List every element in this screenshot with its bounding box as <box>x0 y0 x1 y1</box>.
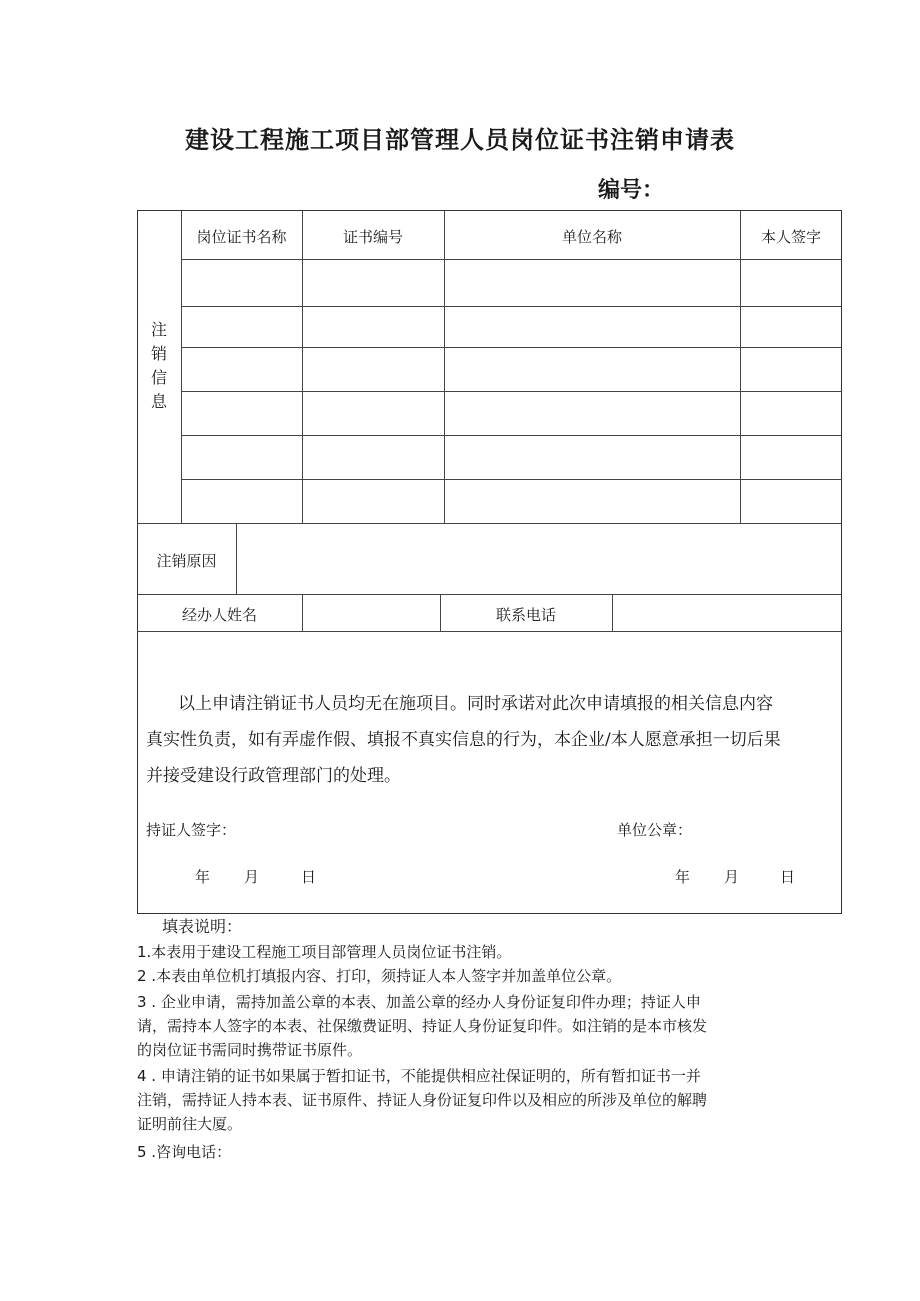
cancellation-reason-label: 注销原因 <box>156 552 217 570</box>
note-item-1 <box>137 940 797 964</box>
notes-heading: 填表说明： <box>162 917 243 936</box>
holder-date-year: 年 <box>195 868 211 886</box>
entry-cell[interactable] <box>303 480 443 522</box>
header-certificate-number: 证书编号 <box>342 228 403 246</box>
statement-line: 真实性负责，如有弄虚作假、填报不真实信息的行为，本企业/本人愿意承担一切后果 <box>146 730 781 750</box>
entry-cell[interactable] <box>445 436 739 478</box>
section-label-char: 息 <box>150 392 167 411</box>
entry-cell[interactable] <box>303 260 443 305</box>
entry-cell[interactable] <box>182 307 301 346</box>
contact-phone-field[interactable] <box>613 595 841 630</box>
entry-cell[interactable] <box>303 348 443 390</box>
note-item-4 <box>137 1064 797 1136</box>
form-title: 建设工程施工项目部管理人员岗位证书注销申请表 <box>185 126 735 154</box>
entry-cell[interactable] <box>741 348 841 390</box>
unit-seal-label: 单位公章： <box>617 821 693 839</box>
note-item-5 <box>137 1140 797 1164</box>
note-line: 2 .本表由单位机打填报内容、打印，须持证人本人签字并加盖单位公章。 <box>137 967 622 985</box>
note-line: 4 . 申请注销的证书如果属于暂扣证书，不能提供相应社保证明的，所有暂扣证书一并 <box>137 1067 701 1085</box>
section-label-char: 注 <box>150 320 167 339</box>
entry-cell[interactable] <box>303 392 443 434</box>
entry-cell[interactable] <box>445 348 739 390</box>
entry-cell[interactable] <box>741 392 841 434</box>
contact-phone-label: 联系电话 <box>495 606 556 624</box>
note-line: 1.本表用于建设工程施工项目部管理人员岗位证书注销。 <box>137 943 512 961</box>
entry-cell[interactable] <box>741 260 841 305</box>
entry-cell[interactable] <box>182 436 301 478</box>
entry-cell[interactable] <box>741 436 841 478</box>
commitment-statement <box>146 686 836 794</box>
entry-cell[interactable] <box>741 307 841 346</box>
header-certificate-name: 岗位证书名称 <box>196 228 287 246</box>
handler-name-label: 经办人姓名 <box>181 606 257 624</box>
note-line: 请，需持本人签字的本表、社保缴费证明、持证人身份证复印件。如注销的是本市核发 <box>137 1017 708 1035</box>
cancellation-reason-field[interactable] <box>237 524 841 593</box>
note-line: 3 . 企业申请，需持加盖公章的本表、加盖公章的经办人身份证复印件办理；持证人申 <box>137 993 701 1011</box>
seal-date-month: 月 <box>724 868 740 886</box>
statement-line: 以上申请注销证书人员均无在施项目。同时承诺对此次申请填报的相关信息内容 <box>178 694 773 714</box>
cancellation-info-section-label <box>137 318 181 414</box>
note-line: 5 .咨询电话： <box>137 1143 232 1161</box>
note-item-3 <box>137 990 797 1062</box>
entry-cell[interactable] <box>445 392 739 434</box>
serial-number-label: 编号： <box>598 178 665 203</box>
entry-cell[interactable] <box>445 480 739 522</box>
entry-cell[interactable] <box>303 307 443 346</box>
section-label-char: 销 <box>150 344 167 363</box>
entry-cell[interactable] <box>182 348 301 390</box>
holder-signature-label: 持证人签字： <box>146 821 237 839</box>
entry-cell[interactable] <box>741 480 841 522</box>
header-unit-name: 单位名称 <box>561 228 622 246</box>
handler-name-field[interactable] <box>303 595 440 630</box>
section-label-char: 信 <box>150 368 167 387</box>
header-signature: 本人签字 <box>760 228 821 246</box>
entry-cell[interactable] <box>303 436 443 478</box>
note-line: 注销，需持证人持本表、证书原件、持证人身份证复印件以及相应的所涉及单位的解聘 <box>137 1091 708 1109</box>
note-line: 的岗位证书需同时携带证书原件。 <box>137 1041 363 1059</box>
note-item-2 <box>137 964 797 988</box>
holder-date-month: 月 <box>244 868 260 886</box>
holder-date-day: 日 <box>301 868 317 886</box>
grid-line <box>137 631 842 632</box>
note-line: 证明前往大厦。 <box>137 1115 243 1133</box>
seal-date-day: 日 <box>780 868 796 886</box>
statement-line: 并接受建设行政管理部门的处理。 <box>146 766 401 786</box>
entry-cell[interactable] <box>445 260 739 305</box>
entry-cell[interactable] <box>445 307 739 346</box>
entry-cell[interactable] <box>182 260 301 305</box>
entry-cell[interactable] <box>182 392 301 434</box>
seal-date-year: 年 <box>675 868 691 886</box>
entry-cell[interactable] <box>182 480 301 522</box>
